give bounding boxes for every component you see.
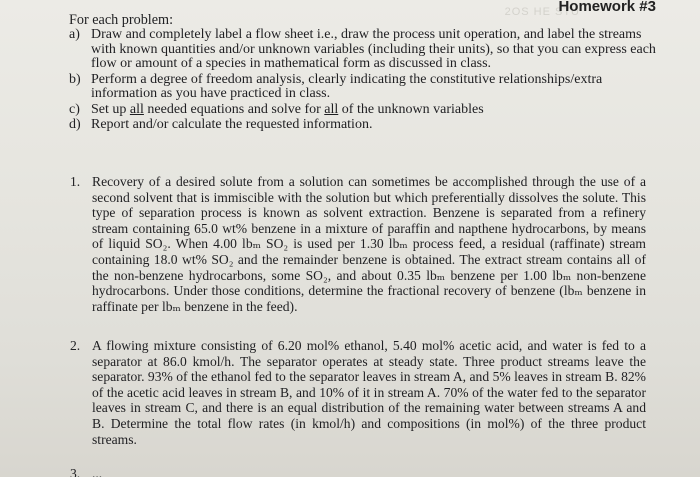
problem-number: 2. xyxy=(70,338,81,353)
problem-text: A flowing mixture consisting of 6.20 mol% ethanol, 5.40 mol% acetic acid, and water is fed to a separator at 86.0 kmol/h. The separator operates at steady state. Three product streams leave the separator. 93% of the ethanol fed to the separator leaves in stream A, and 5% leaves in stream B. 82% of the acetic acid leaves in stream B, and 10% of it in stream A. 70% of the water fed to the separator leaves in stream C, and there is an equal distribution of the remaining water between streams A and B. Determine the total flow rates (in kmol/h) and compositions (in mol%) of the three product streams. xyxy=(92,338,646,447)
problem-number: 3. xyxy=(70,466,81,477)
underlined-word: all xyxy=(129,101,144,117)
instruction-text: Perform a degree of freedom analysis, clearly indicating the constitutive relationships/extra information as you have practiced in class. xyxy=(91,71,603,101)
homework-title: Homework #3 xyxy=(558,0,656,15)
instruction-marker: a) xyxy=(69,27,80,42)
instruction-item xyxy=(69,28,669,72)
instruction-text-part: Set up xyxy=(91,101,130,117)
instruction-marker: c) xyxy=(69,101,80,117)
problem-text: ... xyxy=(92,466,103,477)
problem-number: 1. xyxy=(70,174,81,189)
instruction-item xyxy=(69,118,669,133)
instruction-marker: d) xyxy=(69,117,81,132)
instruction-text: Draw and completely label a flow sheet i.e., draw the process unit operation, and label the streams with known quantities and/or unknown variables (including their units), so that you can express each flow or amount of a species in mathematical form as discussed in class. xyxy=(91,27,656,71)
problem-3 xyxy=(70,466,646,477)
instruction-item xyxy=(69,103,669,118)
instruction-text-part: needed equations and solve for xyxy=(143,101,325,117)
instruction-marker: b) xyxy=(69,71,81,87)
problem-1 xyxy=(70,174,646,314)
instruction-item xyxy=(69,73,669,102)
instruction-text: Report and/or calculate the requested information. xyxy=(91,117,373,132)
problem-text: Recovery of a desired solute from a solution can sometimes be accomplished through the use of a second solvent that is immiscible with the solution but which preferentially dissolves the solute. This type of separation process is known as solvent extraction. Benzene is separated from a refinery stream containing 65.0 wt% benzene in a mixture of paraffin and napthene hydrocarbons, by means of liquid SO₂. When 4.00 lbₘ SO₂ is used per 1.30 lbₘ process feed, a residual (raffinate) stream containing 18.0 wt% SO₂ and the remainder benzene is obtained. The extract stream contains all of the non-benzene hydrocarbons, some SO₂, and about 0.35 lbₘ benzene per 1.00 lbₘ non-benzene hydrocarbons. Under those conditions, determine the fractional recovery of benzene (lbₘ benzene in raffinate per lbₘ benzene in the feed). xyxy=(92,174,646,314)
instruction-text xyxy=(91,102,484,117)
watermark-text: 2OS HE STU xyxy=(504,6,580,18)
instruction-list xyxy=(69,28,669,134)
instruction-text-part: of the unknown variables xyxy=(338,101,484,117)
problem-2 xyxy=(70,338,646,447)
underlined-word: all xyxy=(324,101,339,117)
intro-heading: For each problem: xyxy=(69,12,174,28)
